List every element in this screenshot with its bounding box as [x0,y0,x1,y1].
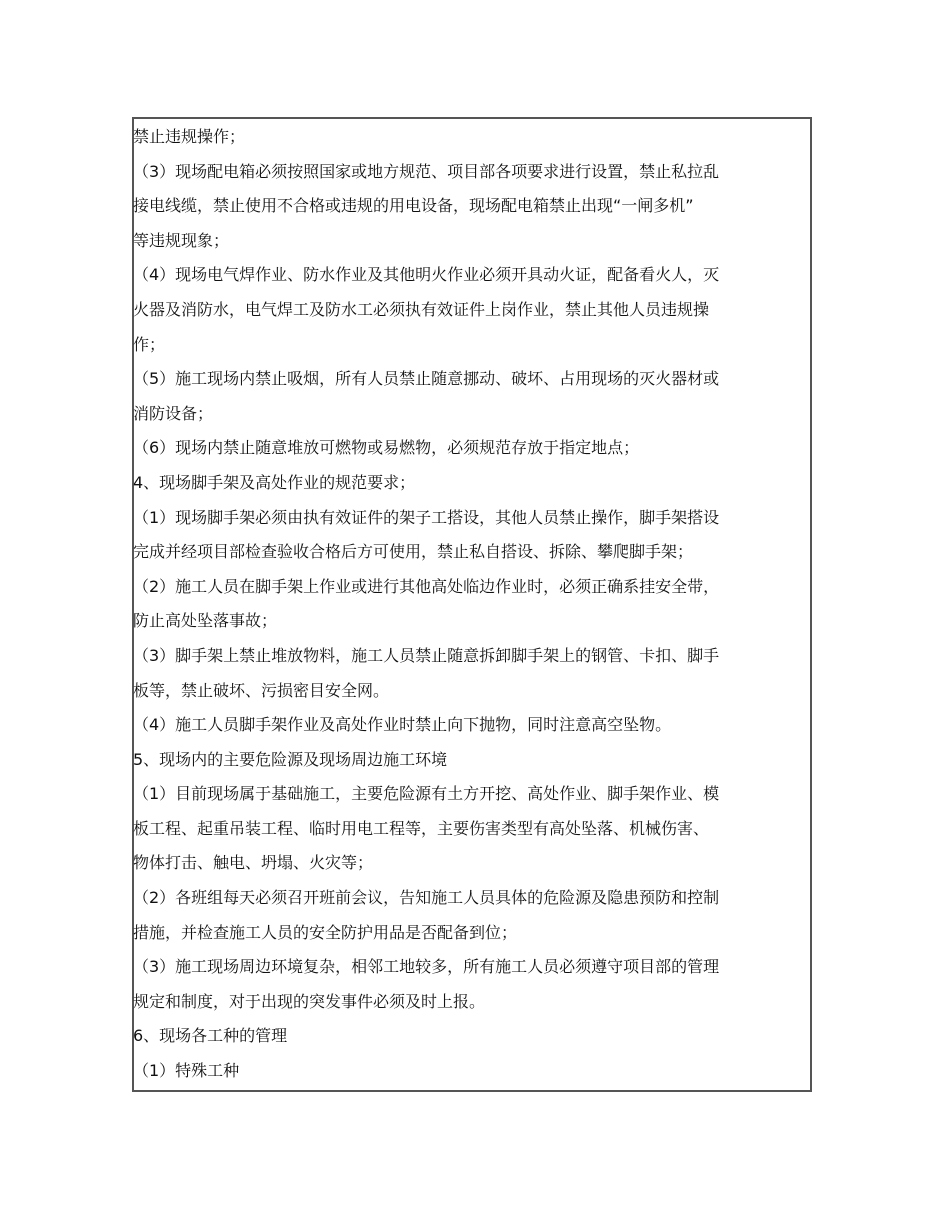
text-line: 消防设备； [133,403,214,423]
text-line: 火器及消防水，电气焊工及防水工必须执有效证件上岗作业，禁止其他人员违规操 [133,299,710,319]
text-line: （2）施工人员在脚手架上作业或进行其他高处临边作业时，必须正确系挂安全带， [133,576,720,596]
text-line: （1）特殊工种 [133,1061,240,1081]
text-line: 规定和制度，对于出现的突发事件必须及时上报。 [133,991,486,1011]
text-line: （3）施工现场周边环境复杂，相邻工地较多，所有施工人员必须遵守项目部的管理 [133,957,720,977]
text-line: （4）施工人员脚手架作业及高处作业时禁止向下抛物，同时注意高空坠物。 [133,715,672,735]
text-line: 措施，并检查施工人员的安全防护用品是否配备到位； [133,922,518,942]
document-body [133,120,803,1089]
text-line: （3）现场配电箱必须按照国家或地方规范、项目部各项要求进行设置，禁止私拉乱 [133,161,720,181]
text-line: 板等，禁止破坏、污损密目安全网。 [133,680,390,700]
text-line: 禁止违规操作； [133,127,246,146]
text-line: 物体打击、触电、坍塌、火灾等； [133,853,374,873]
text-line: （1）目前现场属于基础施工，主要危险源有土方开挖、高处作业、脚手架作业、模 [133,784,720,804]
text-line: 板工程、起重吊装工程、临时用电工程等，主要伤害类型有高处坠落、机械伤害、 [133,818,710,838]
section-heading: 4、现场脚手架及高处作业的规范要求； [133,472,416,492]
text-line: （2）各班组每天必须召开班前会议，告知施工人员具体的危险源及隐患预防和控制 [133,888,720,908]
section-heading: 5、现场内的主要危险源及现场周边施工环境 [133,749,448,769]
text-line: 完成并经项目部检查验收合格后方可使用，禁止私自搭设、拆除、攀爬脚手架； [133,542,694,562]
text-line: 防止高处坠落事故； [133,611,278,631]
text-line: （6）现场内禁止随意堆放可燃物或易燃物，必须规范存放于指定地点； [133,438,640,458]
text-line: 等违规现象； [133,230,230,250]
text-line: （1）现场脚手架必须由执有效证件的架子工搭设，其他人员禁止操作，脚手架搭设 [133,507,720,527]
text-line: 接电线缆，禁止使用不合格或违规的用电设备，现场配电箱禁止出现“一闸多机” [133,196,694,216]
text-line: （5）施工现场内禁止吸烟，所有人员禁止随意挪动、破坏、占用现场的灭火器材或 [133,369,720,389]
text-line: （4）现场电气焊作业、防水作业及其他明火作业必须开具动火证，配备看火人，灭 [133,265,720,285]
text-line: （3）脚手架上禁止堆放物料，施工人员禁止随意拆卸脚手架上的钢管、卡扣、脚手 [133,645,720,665]
section-heading: 6、现场各工种的管理 [133,1026,288,1046]
text-line: 作； [133,334,166,354]
